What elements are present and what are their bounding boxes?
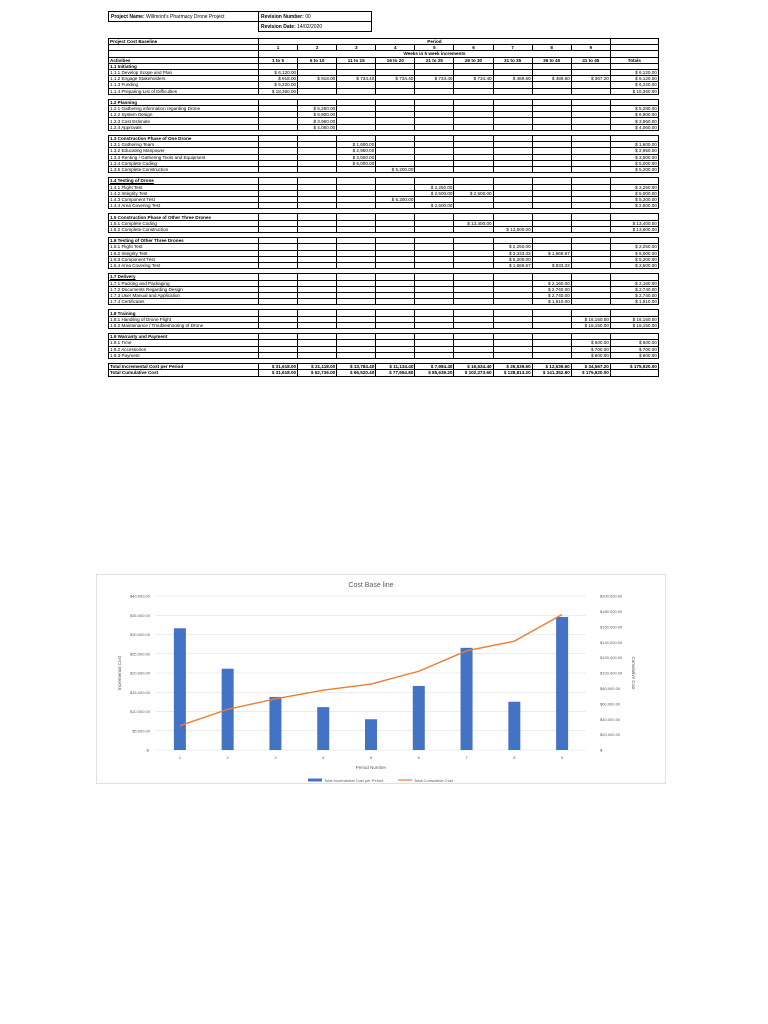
cost-cell: $ 5,200.00 — [376, 196, 415, 202]
x-tick-label: 1 — [178, 755, 182, 760]
y-tick-label: $25,000.00 — [129, 651, 150, 657]
totals-cell: $ 77,654.80 — [376, 370, 415, 376]
totals-label: Total Incremental Cost per Period — [109, 364, 259, 370]
activity-label: 1.8.1 Handling of Drone Flight — [109, 316, 259, 322]
chart-title: Cost Base line — [348, 582, 394, 589]
cost-cell: $ 2,160.00 — [532, 280, 571, 286]
cost-cell: $ 489.60 — [493, 76, 532, 82]
activity-label: 1.9.1 Time — [109, 340, 259, 346]
totals-cell: $ 31,618.00 — [259, 370, 298, 376]
week-range-header: 36 to 40 — [532, 57, 571, 63]
bar — [317, 707, 329, 750]
activity-label: 1.4.2 Integrity Test — [109, 190, 259, 196]
row-total: $ 2,740.00 — [610, 292, 658, 298]
group-title: 1.6 Testing of Other Three Drones — [109, 238, 259, 244]
totals-cell: $ 21,118.00 — [298, 364, 337, 370]
row-total: $ 4,060.00 — [610, 124, 658, 130]
week-range-header: 21 to 25 — [415, 57, 454, 63]
y2-tick-label: $60,000.00 — [600, 701, 621, 707]
header-spacer — [109, 22, 259, 32]
row-total: $ 600.00 — [610, 352, 658, 358]
period-number: 2 — [298, 45, 337, 51]
cost-cell: $ 734.40 — [376, 76, 415, 82]
row-total: $ 600.00 — [610, 340, 658, 346]
y2-axis-label: Cumulative Cost — [631, 656, 636, 690]
activity-label: 1.3.5 Complete Construction — [109, 166, 259, 172]
y2-tick-label: $40,000.00 — [600, 716, 621, 722]
group-title: 1.5 Construction Phase of Other Three Drones — [109, 214, 259, 220]
y2-tick-label: $120,000.00 — [600, 655, 623, 661]
activity-label: 1.6.2 Integrity Test — [109, 250, 259, 256]
y-tick-label: $35,000.00 — [129, 612, 150, 618]
project-name-label: Project Name: — [111, 13, 145, 20]
activity-label: 1.5.1 Complete Coding — [109, 220, 259, 226]
cost-cell: $ 3,500.00 — [337, 154, 376, 160]
y2-tick-label: $20,000.00 — [600, 732, 621, 738]
x-tick-label: 2 — [226, 755, 229, 760]
cost-cell: $ 1,666.67 — [532, 250, 571, 256]
cost-cell: $ 6,900.00 — [298, 112, 337, 118]
cost-cell: $ 918.00 — [259, 76, 298, 82]
table-title: Project Cost Baseline — [109, 39, 259, 45]
totals-cell: $ 52,736.00 — [298, 370, 337, 376]
cost-cell: $ 918.00 — [298, 76, 337, 82]
cost-cell: $ 4,060.00 — [298, 124, 337, 130]
grand-total — [610, 370, 658, 376]
activity-label: 1.6.4 Area Covering Test — [109, 262, 259, 268]
legend-label: Total Cumulative Cost — [414, 777, 453, 783]
cost-cell: $ 5,000.00 — [337, 160, 376, 166]
cost-cell: $ 600.00 — [571, 352, 610, 358]
week-range-header: 16 to 20 — [376, 57, 415, 63]
y-tick-label: $20,000.00 — [129, 670, 150, 676]
row-total: $ 16,150.00 — [610, 322, 658, 328]
y-tick-label: $30,000.00 — [129, 632, 150, 638]
cost-cell: $ 5,280.00 — [298, 106, 337, 112]
row-total: $ 5,000.00 — [610, 160, 658, 166]
activity-label: 1.2.3 Cost Estimate — [109, 118, 259, 124]
cost-cell: $ 700.00 — [571, 346, 610, 352]
activity-label: 1.9.3 Payment — [109, 352, 259, 358]
cost-cell: $ 2,740.00 — [532, 286, 571, 292]
cost-cell: $ 833.33 — [532, 262, 571, 268]
totals-cell: $ 26,539.60 — [493, 364, 532, 370]
totals-cell: $ 175,920.00 — [571, 370, 610, 376]
cost-cell: $ 16,150.00 — [571, 316, 610, 322]
cost-cell: $ 13,400.00 — [454, 220, 493, 226]
cost-cell: $ 2,500.00 — [415, 190, 454, 196]
x-axis-label: Period Number — [355, 765, 387, 770]
activity-label: 1.4.4 Area Covering Test — [109, 203, 259, 209]
revision-date-cell — [259, 22, 372, 32]
period-number: 5 — [415, 45, 454, 51]
cost-cell: $ 5,200.00 — [376, 166, 415, 172]
cost-cell: $ 13,600.00 — [493, 226, 532, 232]
cost-cell: $ 2,250.00 — [493, 244, 532, 250]
cost-cell: $ 2,950.00 — [337, 148, 376, 154]
y-tick-label: $5,000.00 — [132, 728, 150, 734]
revision-number-label: Revision Number: — [261, 13, 304, 20]
activity-label: 1.8.2 Maintenance / Troubleshooting of Drone — [109, 322, 259, 328]
y-tick-label: $- — [146, 747, 150, 753]
y2-tick-label: $160,000.00 — [600, 624, 623, 630]
activity-label: 1.1.4 Preparing List of Difficulties — [109, 88, 259, 94]
activity-label: 1.2.1 Gathering information regarding Drone — [109, 106, 259, 112]
project-header — [108, 11, 372, 32]
x-tick-label: 5 — [369, 755, 373, 760]
week-range-header: 11 to 15 — [337, 57, 376, 63]
totals-cell: $ 85,639.20 — [415, 370, 454, 376]
totals-cell: $ 66,520.40 — [337, 370, 376, 376]
activities-header: Activities — [109, 57, 259, 63]
group-title: 1.2 Planning — [109, 99, 259, 105]
y-tick-label: $15,000.00 — [129, 689, 150, 695]
x-tick-label: 3 — [274, 755, 277, 760]
week-range-header: 6 to 10 — [298, 57, 337, 63]
bar — [269, 697, 281, 750]
period-label: Period — [259, 39, 611, 45]
activity-label: 1.5.2 Complete Construction — [109, 226, 259, 232]
activity-label: 1.2.4 Approvals — [109, 124, 259, 130]
cost-baseline-table — [108, 38, 659, 377]
y2-tick-label: $- — [600, 747, 604, 753]
x-tick-label: 8 — [513, 755, 516, 760]
row-total: $ 16,150.00 — [610, 316, 658, 322]
bar — [413, 686, 425, 750]
x-tick-label: 4 — [322, 755, 325, 760]
cost-baseline-chart — [96, 574, 666, 784]
row-total: $ 5,200.00 — [610, 166, 658, 172]
revision-date: 14/02/2020 — [297, 23, 323, 30]
x-tick-label: 9 — [560, 755, 564, 760]
group-title: 1.9 Warranty and Payment — [109, 334, 259, 340]
x-tick-label: 7 — [465, 755, 468, 760]
totals-cell: $ 12,539.60 — [532, 364, 571, 370]
row-total: $ 6,900.00 — [610, 112, 658, 118]
row-total: $ 3,960.00 — [610, 118, 658, 124]
row-total: $ 3,500.00 — [610, 154, 658, 160]
row-total: $ 2,160.00 — [610, 280, 658, 286]
cost-cell: $ 18,360.00 — [259, 88, 298, 94]
totals-cell: $ 31,618.00 — [259, 364, 298, 370]
legend-swatch-bar — [308, 779, 322, 782]
totals-cell: $ 16,634.40 — [454, 364, 493, 370]
totals-cell: $ 34,567.20 — [571, 364, 610, 370]
activity-label: 1.3.4 Complete Coding — [109, 160, 259, 166]
row-total: $ 2,500.00 — [610, 203, 658, 209]
group-title: 1.1 Initiating — [109, 63, 259, 69]
cost-cell: $ 489.60 — [532, 76, 571, 82]
cost-cell: $ 2,500.00 — [415, 203, 454, 209]
y2-tick-label: $100,000.00 — [600, 670, 623, 676]
group-title: 1.7 Delivery — [109, 274, 259, 280]
activity-label: 1.7.1 Packing and Packaging — [109, 280, 259, 286]
period-number: 9 — [571, 45, 610, 51]
project-name-cell — [109, 12, 259, 22]
cost-cell: $ 734.40 — [454, 76, 493, 82]
activity-label: 1.6.3 Component Test — [109, 256, 259, 262]
cost-cell: $ 3,333.33 — [493, 250, 532, 256]
row-total: $ 2,250.00 — [610, 244, 658, 250]
cost-cell: $ 6,120.00 — [259, 69, 298, 75]
row-total: $ 6,120.00 — [610, 76, 658, 82]
period-number: 6 — [454, 45, 493, 51]
row-total: $ 13,400.00 — [610, 220, 658, 226]
group-title: 1.4 Testing of Drone — [109, 178, 259, 184]
week-range-header: 1 to 5 — [259, 57, 298, 63]
row-total: $ 5,200.00 — [610, 256, 658, 262]
cost-cell: $ 5,200.00 — [493, 256, 532, 262]
bar — [174, 628, 186, 750]
x-tick-label: 6 — [417, 755, 420, 760]
row-total: $ 1,910.00 — [610, 299, 658, 305]
totals-cell: $ 141,352.80 — [532, 370, 571, 376]
bar — [508, 702, 520, 750]
grand-total: $ 175,920.00 — [610, 364, 658, 370]
y2-tick-label: $200,000.00 — [600, 593, 623, 599]
cost-cell: $ 16,150.00 — [571, 322, 610, 328]
activity-label: 1.7.3 User Manual and Application — [109, 292, 259, 298]
period-number: 7 — [493, 45, 532, 51]
activity-label: 1.1.1 Develop Scope and Plan — [109, 69, 259, 75]
y-axis-label: Incremental Cost — [117, 655, 122, 691]
y2-tick-label: $80,000.00 — [600, 686, 621, 691]
totals-header: Totals — [610, 57, 658, 63]
totals-cell: $ 11,134.40 — [376, 364, 415, 370]
cost-cell: $ 2,250.00 — [415, 184, 454, 190]
bar — [556, 617, 568, 750]
row-total: $ 1,600.00 — [610, 142, 658, 148]
cost-cell: $ 2,500.00 — [454, 190, 493, 196]
period-number: 3 — [337, 45, 376, 51]
project-name: Willmont's Pharmacy Drone Project — [146, 13, 225, 20]
row-total: $ 2,250.00 — [610, 184, 658, 190]
cost-cell: $ 600.00 — [571, 340, 610, 346]
cost-cell: $ 734.40 — [415, 76, 454, 82]
cost-cell: $ 734.40 — [337, 76, 376, 82]
y2-tick-label: $140,000.00 — [600, 639, 623, 645]
cost-cell: $ 1,910.00 — [532, 299, 571, 305]
row-total: $ 2,740.00 — [610, 286, 658, 292]
revision-date-label: Revision Date: — [261, 23, 296, 30]
totals-cell: $ 7,984.40 — [415, 364, 454, 370]
cost-cell: $ 1,666.67 — [493, 262, 532, 268]
cost-cell: $ 6,220.00 — [259, 82, 298, 88]
totals-cell: $ 13,784.40 — [337, 364, 376, 370]
totals-label: Total Cumulative Cost — [109, 370, 259, 376]
activity-label: 1.4.1 Flight Test — [109, 184, 259, 190]
row-total: $ 6,120.00 — [610, 69, 658, 75]
y-tick-label: $10,000.00 — [129, 709, 150, 715]
activity-label: 1.3.1 Gathering Team — [109, 142, 259, 148]
activity-label: 1.6.1 Flight Test — [109, 244, 259, 250]
bar — [365, 719, 377, 750]
revision-number-cell — [259, 12, 372, 22]
activity-label: 1.4.3 Component Test — [109, 196, 259, 202]
row-total: $ 2,950.00 — [610, 148, 658, 154]
activity-label: 1.1.3 Funding — [109, 82, 259, 88]
cost-cell: $ 3,960.00 — [298, 118, 337, 124]
legend-label: Total Incremental Cost per Period — [324, 777, 384, 783]
group-title: 1.3 Construction Phase of One Drone — [109, 136, 259, 142]
bar — [461, 648, 473, 750]
group-title: 1.8 Training — [109, 310, 259, 316]
revision-number: 00 — [305, 13, 311, 20]
week-range-header: 31 to 35 — [493, 57, 532, 63]
activity-label: 1.2.2 System Design — [109, 112, 259, 118]
activity-label: 1.7.4 Certificates — [109, 299, 259, 305]
y2-tick-label: $180,000.00 — [600, 609, 623, 614]
week-range-header: 41 to 45 — [571, 57, 610, 63]
period-number: 1 — [259, 45, 298, 51]
period-number: 8 — [532, 45, 571, 51]
totals-cell: $ 128,813.20 — [493, 370, 532, 376]
row-total: $ 5,000.00 — [610, 250, 658, 256]
row-total: $ 5,280.00 — [610, 106, 658, 112]
activity-label: 1.3.2 Educating Manpower — [109, 148, 259, 154]
row-total: $ 700.00 — [610, 346, 658, 352]
cost-cell: $ 1,600.00 — [337, 142, 376, 148]
row-total: $ 5,000.00 — [610, 190, 658, 196]
activity-label: 1.9.2 Accessories — [109, 346, 259, 352]
row-total: $ 13,600.00 — [610, 226, 658, 232]
weeks-label: Weeks in 5 week increments — [259, 51, 611, 57]
period-number: 4 — [376, 45, 415, 51]
activity-label: 1.1.2 Engage Stakeholders — [109, 76, 259, 82]
week-range-header: 26 to 30 — [454, 57, 493, 63]
activity-label: 1.3.3 Renting / Gathering Tools and Equipment — [109, 154, 259, 160]
row-total: $ 6,220.00 — [610, 82, 658, 88]
cost-cell: $ 2,740.00 — [532, 292, 571, 298]
row-total: $ 5,200.00 — [610, 196, 658, 202]
y-tick-label: $40,000.00 — [129, 593, 150, 599]
totals-row — [109, 370, 659, 376]
activity-label: 1.7.2 Documents Regarding Design — [109, 286, 259, 292]
totals-cell: $ 102,273.60 — [454, 370, 493, 376]
cost-cell: $ 367.20 — [571, 76, 610, 82]
row-total: $ 2,500.00 — [610, 262, 658, 268]
row-total: $ 18,360.00 — [610, 88, 658, 94]
